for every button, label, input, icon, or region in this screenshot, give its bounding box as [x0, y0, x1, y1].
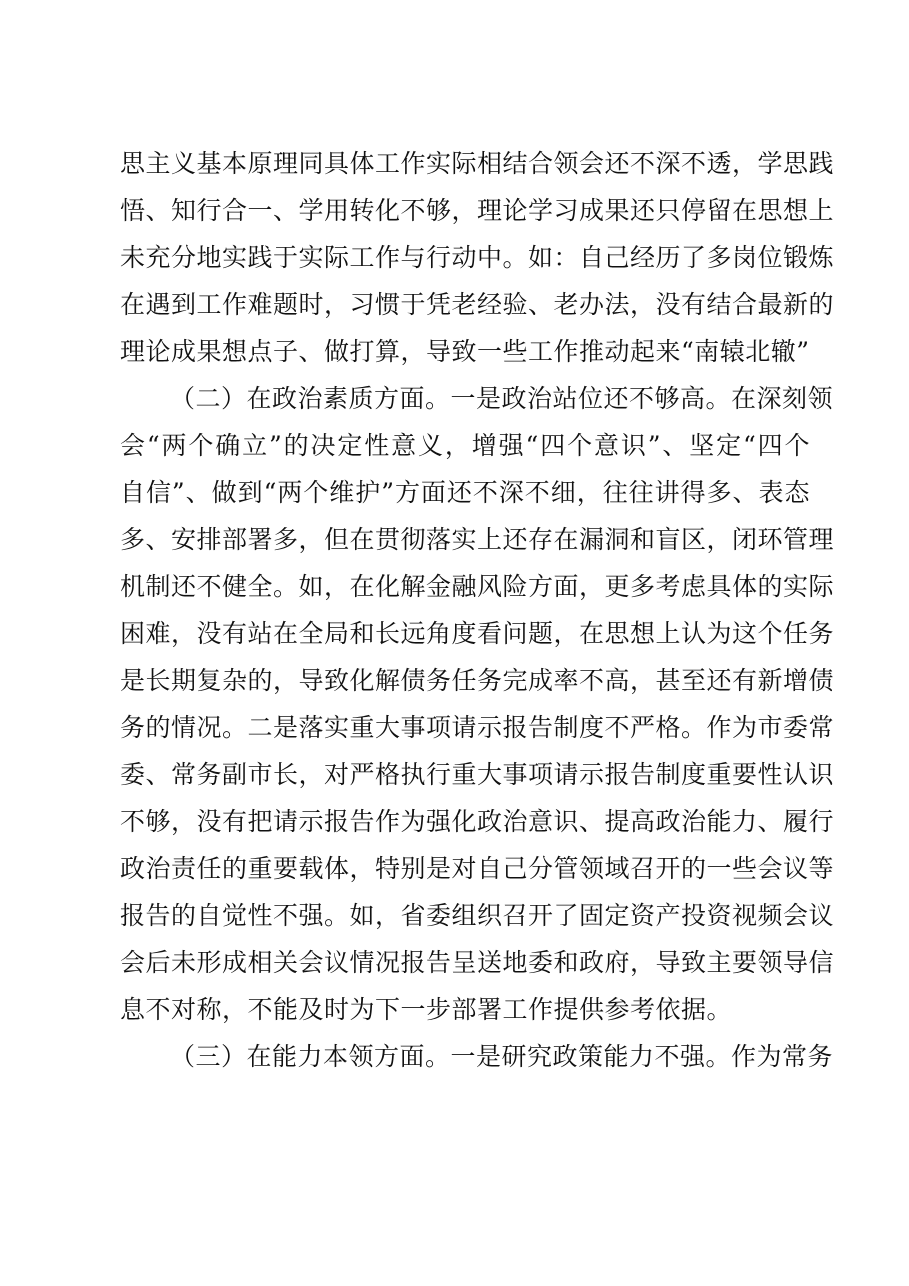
text-line: 报告的自觉性不强。如，省委组织召开了固定资产投资视频会议 [120, 901, 835, 930]
text-line: 务的情况。二是落实重大事项请示报告制度不严格。作为市委常 [120, 713, 835, 742]
paragraph-heading-line: （二）在政治素质方面。一是政治站位还不够高。在深刻领 [170, 384, 834, 413]
text-line: 自信”、做到“两个维护”方面还不深不细，往往讲得多、表态 [120, 478, 810, 507]
text-line: 是长期复杂的，导致化解债务任务完成率不高，甚至还有新增债 [120, 666, 835, 695]
paragraph-heading-line: （三）在能力本领方面。一是研究政策能力不强。作为常务 [170, 1042, 834, 1071]
text-line: 未充分地实践于实际工作与行动中。如：自己经历了多岗位锻炼 [120, 243, 835, 272]
text-line: 会“两个确立”的决定性意义，增强“四个意识”、坚定“四个 [120, 431, 810, 460]
text-line: 息不对称，不能及时为下一步部署工作提供参考依据。 [120, 995, 733, 1024]
text-line: 会后未形成相关会议情况报告呈送地委和政府，导致主要领导信 [120, 948, 835, 977]
text-line: 机制还不健全。如，在化解金融风险方面，更多考虑具体的实际 [120, 572, 835, 601]
text-line: 多、安排部署多，但在贯彻落实上还存在漏洞和盲区，闭环管理 [120, 525, 835, 554]
text-line: 悟、知行合一、学用转化不够，理论学习成果还只停留在思想上 [120, 196, 835, 225]
text-line: 委、常务副市长，对严格执行重大事项请示报告制度重要性认识 [120, 760, 835, 789]
text-line: 思主义基本原理同具体工作实际相结合领会还不深不透，学思践 [120, 149, 835, 178]
text-line: 不够，没有把请示报告作为强化政治意识、提高政治能力、履行 [120, 807, 835, 836]
text-line: 理论成果想点子、做打算，导致一些工作推动起来“南辕北辙” [120, 337, 810, 366]
text-line: 在遇到工作难题时，习惯于凭老经验、老办法，没有结合最新的 [120, 290, 835, 319]
text-line: 政治责任的重要载体，特别是对自己分管领域召开的一些会议等 [120, 854, 835, 883]
text-line: 困难，没有站在全局和长远角度看问题，在思想上认为这个任务 [120, 619, 835, 648]
